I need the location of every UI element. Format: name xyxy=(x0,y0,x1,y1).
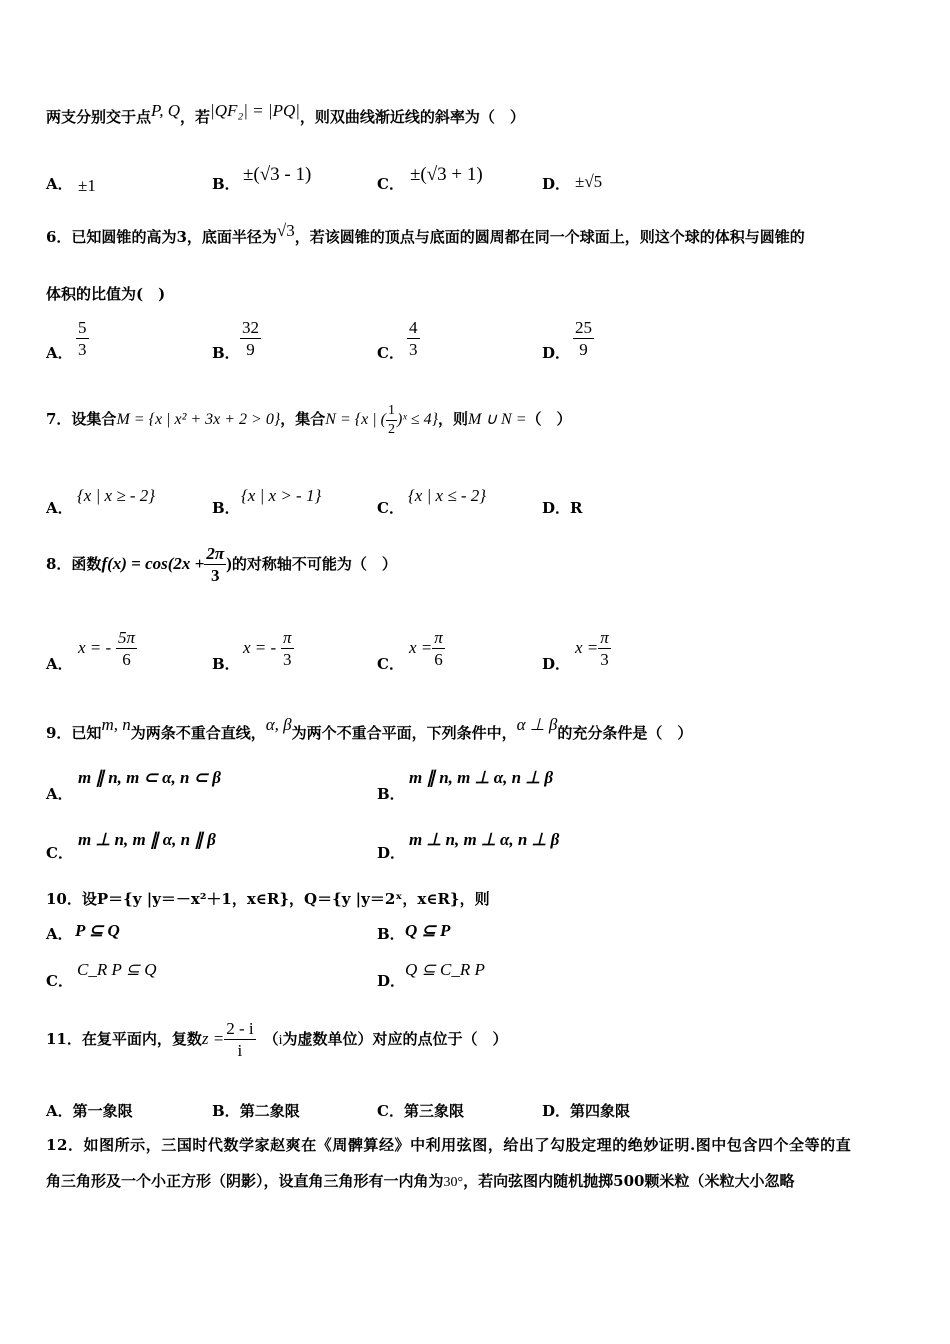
q9-option-a-label: A． xyxy=(46,785,73,803)
q11-option-b: B．第二象限 xyxy=(212,1102,300,1120)
q9-option-a: m ∥ n, m ⊂ α, n ⊂ β xyxy=(78,768,221,787)
q6-option-a-label: A． xyxy=(46,344,73,362)
q10-option-c: C_R P ⊆ Q xyxy=(77,960,157,979)
q5-points: P, Q xyxy=(151,101,180,120)
q7-option-b-label: B． xyxy=(212,499,240,517)
q7-option-a-label: A． xyxy=(46,499,73,517)
q9-option-c: m ⊥ n, m ∥ α, n ∥ β xyxy=(78,830,216,849)
q7-option-a: {x | x ≥ - 2} xyxy=(77,486,156,505)
q8-option-d: x = $\frac{\pi}{3}$ xyxy=(575,628,609,670)
q5-option-d: ±√5 xyxy=(575,172,603,191)
q6-stem: 6．已知圆锥的高为3，底面半径为√3，若该圆锥的顶点与底面的圆周都在同一个球面上，则这个球的体积与圆锥的 xyxy=(46,221,805,246)
q5-option-b-label: B． xyxy=(212,175,240,193)
q10-option-c-label: C． xyxy=(46,972,73,990)
q9-option-c-label: C． xyxy=(46,844,73,862)
q8-option-b: x = - $\frac{\pi}{3}$ xyxy=(243,628,292,670)
q7-option-b: {x | x > - 1} xyxy=(241,486,322,505)
q9-option-d-label: D． xyxy=(377,844,406,862)
q6-stem-line2: 体积的比值为( ) xyxy=(46,285,166,303)
q6-option-c: $\frac{4}{3}$ xyxy=(409,318,418,360)
q10-stem: 10．设P＝{y |y＝－x²＋1，x∈R}，Q＝{y |y＝2ˣ，x∈R}，则 xyxy=(46,890,490,908)
q9-option-b: m ∥ n, m ⊥ α, n ⊥ β xyxy=(409,768,554,787)
q8-option-c: x = $\frac{\pi}{6}$ xyxy=(409,628,443,670)
q7-option-c-label: C． xyxy=(377,499,404,517)
q5-option-a: ±1 xyxy=(78,176,96,195)
q6-option-d-label: D． xyxy=(542,344,571,362)
q5-option-a-label: A． xyxy=(46,175,73,193)
q11-option-a: A．第一象限 xyxy=(46,1102,133,1120)
q10-option-d-label: D． xyxy=(377,972,406,990)
q9-option-d: m ⊥ n, m ⊥ α, n ⊥ β xyxy=(409,830,560,849)
q5-option-c-label: C． xyxy=(377,175,404,193)
q8-option-b-label: B． xyxy=(212,655,240,673)
q5-option-c: ±(√3 + 1) xyxy=(410,164,483,185)
q10-option-b: Q ⊆ P xyxy=(405,921,451,940)
q10-option-b-label: B． xyxy=(377,925,405,943)
q10-option-a-label: A． xyxy=(46,925,73,943)
q7-stem: 7．设集合M = {x | x² + 3x + 2 > 0}，集合N = {x | ( $\frac{1}{2}$ )ˣ ≤ 4}，则M ∪ N =（ ） xyxy=(46,403,572,437)
q5-option-b: ±(√3 - 1) xyxy=(243,164,312,185)
q9-stem: 9．已知m, n为两条不重合直线，α, β为两个不重合平面，下列条件中，α ⊥ β的充分条件是（ ） xyxy=(46,715,693,742)
q10-option-a: P ⊆ Q xyxy=(75,921,120,940)
q6-option-b-label: B． xyxy=(212,344,240,362)
q8-option-c-label: C． xyxy=(377,655,404,673)
q7-set-m: M = {x | x² + 3x + 2 > 0} xyxy=(116,411,281,428)
q6-option-c-label: C． xyxy=(377,344,404,362)
q11-option-d: D．第四象限 xyxy=(542,1102,631,1120)
q11-stem: 11．在复平面内，复数z = $\frac{2 - i}{i}$ （i为虚数单位）对应的点位于（ ） xyxy=(46,1019,508,1061)
q6-option-d: $\frac{25}{9}$ xyxy=(575,318,592,360)
q7-option-d-label: D．R xyxy=(542,499,583,517)
q5-option-d-label: D． xyxy=(542,175,571,193)
q5-stem: 两支分别交于点P, Q，若|QF₂| = |PQ|，则双曲线渐近线的斜率为（ ） xyxy=(46,101,525,126)
q8-option-a: x = - $\frac{5\pi}{6}$ xyxy=(78,628,135,670)
q12-stem-line1: 12．如图所示，三国时代数学家赵爽在《周髀算经》中利用弦图，给出了勾股定理的绝妙证明.图中包含四个全等的直 xyxy=(46,1136,852,1154)
q6-option-a: $\frac{5}{3}$ xyxy=(78,318,87,360)
q8-option-d-label: D． xyxy=(542,655,571,673)
q7-option-c: {x | x ≤ - 2} xyxy=(408,486,487,505)
q8-stem: 8．函数f(x) = cos(2x + $\frac{2\pi}{3}$ )的对称轴不可能为（ ） xyxy=(46,544,397,586)
q5-condition: |QF₂| = |PQ| xyxy=(210,101,300,120)
q8-option-a-label: A． xyxy=(46,655,73,673)
q11-option-c: C．第三象限 xyxy=(377,1102,464,1120)
q10-option-d: Q ⊆ C_R P xyxy=(405,960,485,979)
q12-stem-line2: 角三角形及一个小正方形（阴影），设直角三角形有一内角为30°，若向弦图内随机抛掷500颗米粒（米粒大小忽略 xyxy=(46,1172,795,1190)
q6-option-b: $\frac{32}{9}$ xyxy=(242,318,259,360)
q9-option-b-label: B． xyxy=(377,785,405,803)
q7-option-d: R xyxy=(570,499,583,517)
